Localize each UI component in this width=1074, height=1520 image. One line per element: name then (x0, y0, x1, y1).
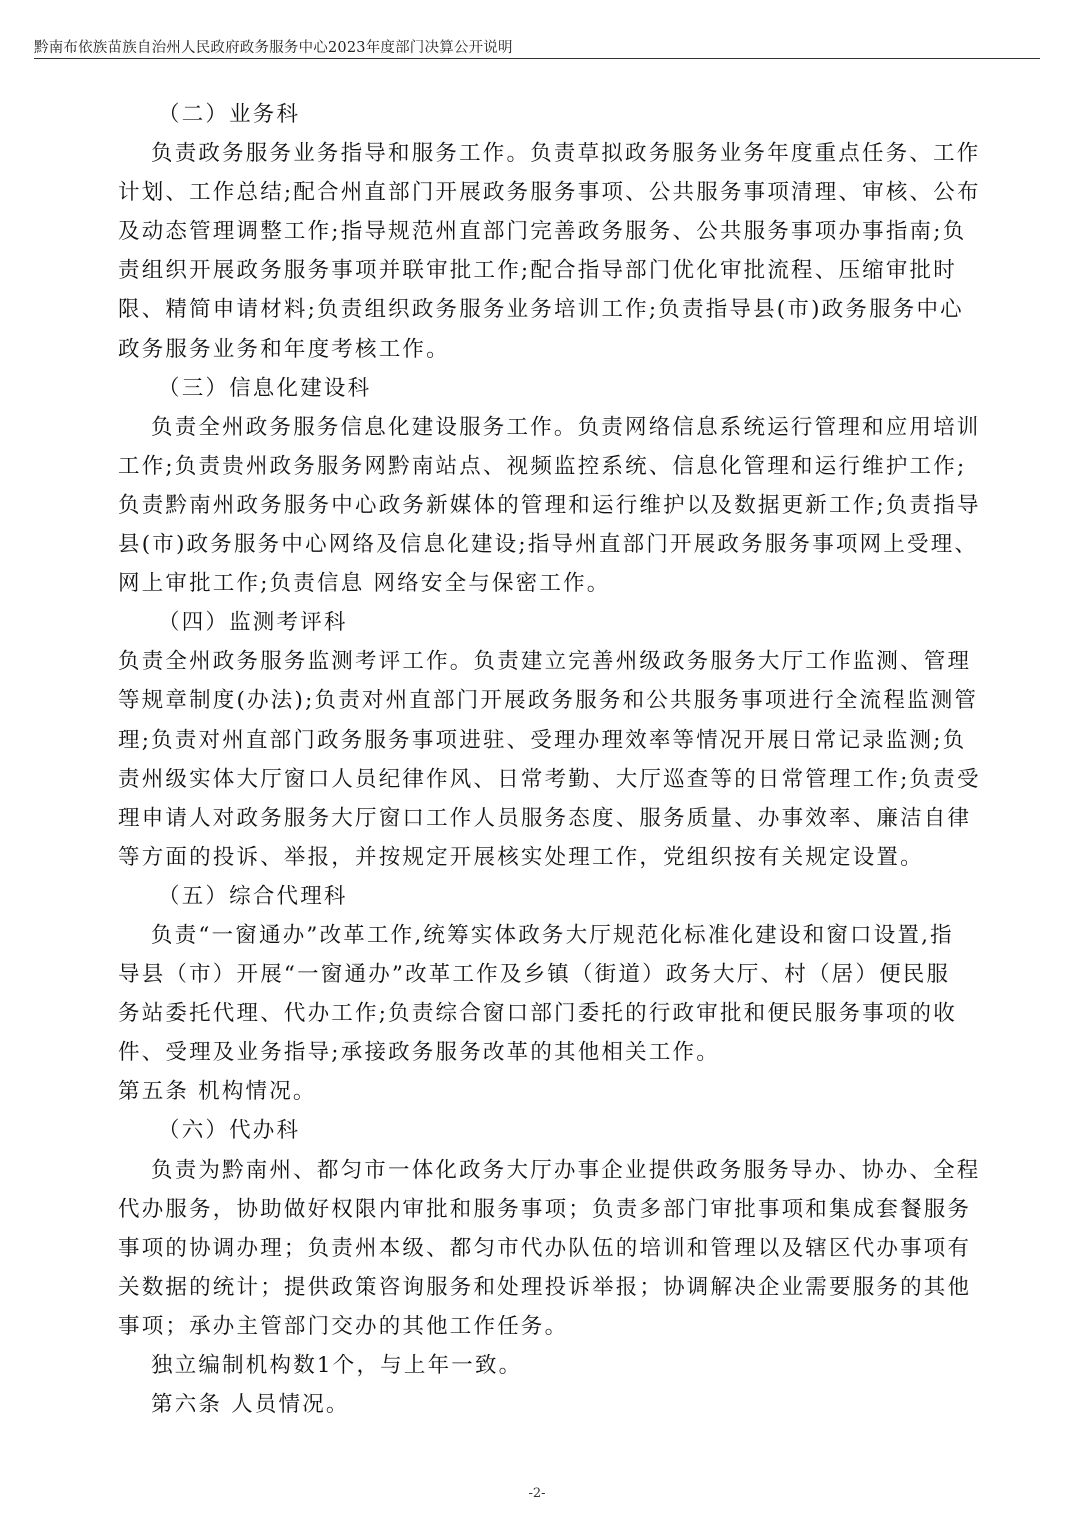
text-line: （三）信息化建设科 (158, 375, 372, 401)
text-line: 网上审批工作;负责信息 网络安全与保密工作。 (118, 571, 611, 597)
text-line: 限、精简申请材料;负责组织政务服务业务培训工作;负责指导县(市)政务服务中心 (118, 297, 964, 323)
text-line: 计划、工作总结;配合州直部门开展政务服务事项、公共服务事项清理、审核、公布 (118, 180, 981, 206)
text-line: 责州级实体大厅窗口人员纪律作风、日常考勤、大厅巡查等的日常管理工作;负责受 (118, 766, 981, 792)
text-line: 务站委托代理、代办工作;负责综合窗口部门委托的行政审批和便民服务事项的收 (118, 1001, 957, 1027)
text-line: 事项；承办主管部门交办的其他工作任务。 (118, 1313, 569, 1339)
text-line: （二）业务科 (158, 102, 301, 127)
text-line: 政务服务业务和年度考核工作。 (118, 336, 450, 362)
text-line: （六）代办科 (158, 1118, 301, 1144)
document-body (118, 95, 981, 1424)
text-line: 第五条 机构情况。 (118, 1079, 317, 1105)
text-line: 工作;负责贵州政务服务网黔南站点、视频监控系统、信息化管理和运行维护工作; (118, 453, 967, 479)
text-line: 及动态管理调整工作;指导规范州直部门完善政务服务、公共服务事项办事指南;负 (118, 219, 967, 245)
header-divider (34, 58, 1040, 59)
text-line: 理申请人对政务服务大厅窗口工作人员服务态度、服务质量、办事效率、廉洁自律 (118, 805, 972, 831)
text-line: 负责全州政务服务监测考评工作。负责建立完善州级政务服务大厅工作监测、管理 (118, 649, 972, 675)
text-line: 县(市)政务服务中心网络及信息化建设;指导州直部门开展政务服务事项网上受理、 (118, 532, 979, 558)
text-line: 负责政务服务业务指导和服务工作。负责草拟政务服务业务年度重点任务、工作 (151, 141, 981, 167)
text-line: 理;负责对州直部门政务服务事项进驻、受理办理效率等情况开展日常记录监测;负 (118, 727, 967, 753)
text-line: 负责黔南州政务服务中心政务新媒体的管理和运行维护以及数据更新工作;负责指导 (118, 492, 981, 518)
page-number: -2- (528, 1486, 546, 1501)
text-line: 件、受理及业务指导;承接政务服务改革的其他相关工作。 (118, 1040, 720, 1066)
text-line: 独立编制机构数1个，与上年一致。 (151, 1353, 523, 1378)
text-line: 事项的协调办理；负责州本级、都匀市代办队伍的培训和管理以及辖区代办事项有 (118, 1235, 972, 1261)
text-line: 等方面的投诉、举报，并按规定开展核实处理工作，党组织按有关规定设置。 (118, 844, 924, 870)
text-line: 代办服务，协助做好权限内审批和服务事项；负责多部门审批事项和集成套餐服务 (118, 1196, 972, 1222)
text-line: 等规章制度(办法);负责对州直部门开展政务服务和公共服务事项进行全流程监测管 (118, 688, 979, 714)
text-line: （四）监测考评科 (158, 610, 348, 636)
text-line: 第六条 人员情况。 (151, 1392, 350, 1418)
page-header-title: 黔南布依族苗族自治州人民政府政务服务中心2023年度部门决算公开说明 (34, 40, 513, 56)
text-line: 负责全州政务服务信息化建设服务工作。负责网络信息系统运行管理和应用培训 (151, 414, 981, 440)
text-line: （五）综合代理科 (158, 883, 348, 909)
text-line: 责组织开展政务服务事项并联审批工作;配合指导部门优化审批流程、压缩审批时 (118, 258, 957, 284)
text-line: 导县（市）开展“一窗通办”改革工作及乡镇（街道）政务大厅、村（居）便民服 (118, 962, 951, 988)
text-line: 关数据的统计；提供政策咨询服务和处理投诉举报；协调解决企业需要服务的其他 (118, 1274, 972, 1300)
text-line: 负责为黔南州、都匀市一体化政务大厅办事企业提供政务服务导办、协办、全程 (151, 1157, 981, 1183)
text-line: 负责“一窗通办”改革工作,统筹实体政务大厅规范化标准化建设和窗口设置,指 (151, 922, 954, 948)
